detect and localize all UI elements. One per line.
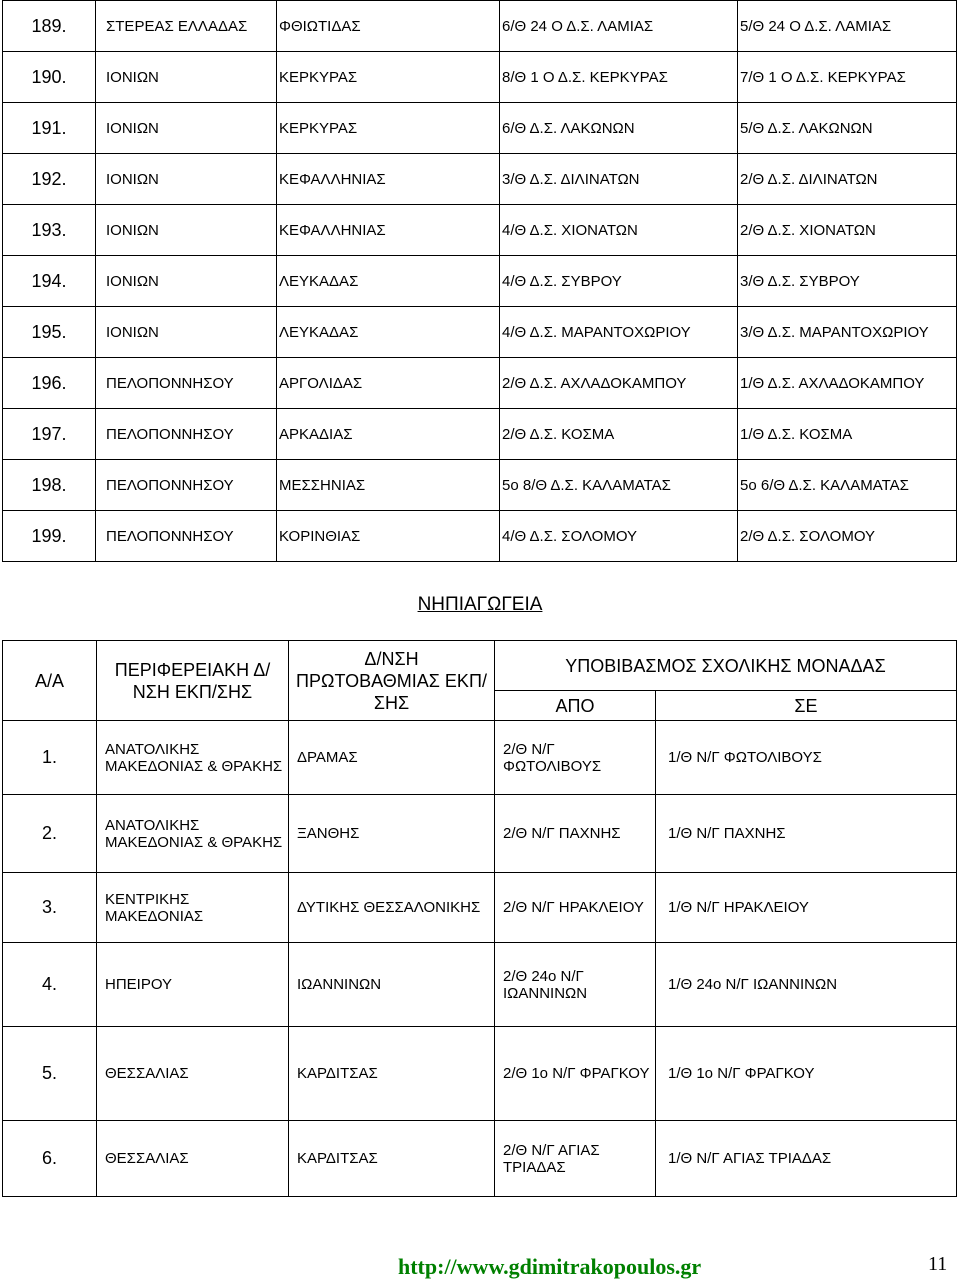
region-cell: ΙΟΝΙΩΝ: [96, 256, 277, 307]
page-number: 11: [928, 1253, 948, 1275]
row-number: 198.: [3, 460, 96, 511]
table-row: [3, 511, 957, 562]
table-row: [3, 1121, 957, 1197]
prefecture-cell: ΑΡΓΟΛΙΔΑΣ: [277, 358, 500, 409]
to-cell: 3/Θ Δ.Σ. ΣΥΒΡΟΥ: [738, 256, 957, 307]
directorate-cell: ΚΑΡΔΙΤΣΑΣ: [289, 1121, 495, 1197]
to-cell: 3/Θ Δ.Σ. ΜΑΡΑΝΤΟΧΩΡΙΟΥ: [738, 307, 957, 358]
region-cell: ΘΕΣΣΑΛΙΑΣ: [97, 1027, 289, 1121]
prefecture-cell: ΦΘΙΩΤΙΔΑΣ: [277, 1, 500, 52]
transfers-table: [2, 0, 957, 562]
to-cell: 5/Θ 24 Ο Δ.Σ. ΛΑΜΙΑΣ: [738, 1, 957, 52]
to-cell: 1/Θ Ν/Γ ΦΩΤΟΛΙΒΟΥΣ: [656, 721, 957, 795]
table-row: [3, 358, 957, 409]
prefecture-cell: ΚΟΡΙΝΘΙΑΣ: [277, 511, 500, 562]
header-to: ΣΕ: [656, 691, 957, 721]
to-cell: 1/Θ 24ο Ν/Γ ΙΩΑΝΝΙΝΩΝ: [656, 943, 957, 1027]
region-cell: ΑΝΑΤΟΛΙΚΗΣ ΜΑΚΕΔΟΝΙΑΣ & ΘΡΑΚΗΣ: [97, 721, 289, 795]
to-cell: 5ο 6/Θ Δ.Σ. ΚΑΛΑΜΑΤΑΣ: [738, 460, 957, 511]
to-cell: 5/Θ Δ.Σ. ΛΑΚΩΝΩΝ: [738, 103, 957, 154]
table-row: [3, 1027, 957, 1121]
region-cell: ΠΕΛΟΠΟΝΝΗΣΟΥ: [96, 460, 277, 511]
table-row: [3, 460, 957, 511]
table-row: [3, 721, 957, 795]
row-number: 197.: [3, 409, 96, 460]
region-cell: ΙΟΝΙΩΝ: [96, 154, 277, 205]
row-number: 4.: [3, 943, 97, 1027]
header-aa: Α/Α: [3, 641, 97, 721]
row-number: 192.: [3, 154, 96, 205]
to-cell: 1/Θ Δ.Σ. ΚΟΣΜΑ: [738, 409, 957, 460]
region-cell: ΠΕΛΟΠΟΝΝΗΣΟΥ: [96, 358, 277, 409]
region-cell: ΠΕΛΟΠΟΝΝΗΣΟΥ: [96, 409, 277, 460]
region-cell: ΙΟΝΙΩΝ: [96, 307, 277, 358]
header-downgrade: ΥΠΟΒΙΒΑΣΜΟΣ ΣΧΟΛΙΚΗΣ ΜΟΝΑΔΑΣ: [495, 641, 957, 691]
region-cell: ΑΝΑΤΟΛΙΚΗΣ ΜΑΚΕΔΟΝΙΑΣ & ΘΡΑΚΗΣ: [97, 795, 289, 873]
table-row: [3, 154, 957, 205]
from-cell: 8/Θ 1 Ο Δ.Σ. ΚΕΡΚΥΡΑΣ: [500, 52, 738, 103]
section-title: ΝΗΠΙΑΓΩΓΕΙΑ: [417, 594, 543, 615]
from-cell: 4/Θ Δ.Σ. ΜΑΡΑΝΤΟΧΩΡΙΟΥ: [500, 307, 738, 358]
table-row: [3, 52, 957, 103]
directorate-cell: ΔΥΤΙΚΗΣ ΘΕΣΣΑΛΟΝΙΚΗΣ: [289, 873, 495, 943]
prefecture-cell: ΑΡΚΑΔΙΑΣ: [277, 409, 500, 460]
region-cell: ΙΟΝΙΩΝ: [96, 103, 277, 154]
row-number: 3.: [3, 873, 97, 943]
table-row: [3, 409, 957, 460]
from-cell: 2/Θ Ν/Γ ΠΑΧΝΗΣ: [495, 795, 656, 873]
to-cell: 2/Θ Δ.Σ. ΔΙΛΙΝΑΤΩΝ: [738, 154, 957, 205]
from-cell: 2/Θ Ν/Γ ΦΩΤΟΛΙΒΟΥΣ: [495, 721, 656, 795]
row-number: 199.: [3, 511, 96, 562]
footer-url[interactable]: http://www.gdimitrakopoulos.gr: [398, 1254, 702, 1279]
to-cell: 1/Θ Ν/Γ ΠΑΧΝΗΣ: [656, 795, 957, 873]
to-cell: 1/Θ Ν/Γ ΑΓΙΑΣ ΤΡΙΑΔΑΣ: [656, 1121, 957, 1197]
header-region: ΠΕΡΙΦΕΡΕΙΑΚΗ Δ/ΝΣΗ ΕΚΠ/ΣΗΣ: [97, 641, 289, 721]
directorate-cell: ΚΑΡΔΙΤΣΑΣ: [289, 1027, 495, 1121]
region-cell: ΘΕΣΣΑΛΙΑΣ: [97, 1121, 289, 1197]
from-cell: 2/Θ Ν/Γ ΑΓΙΑΣ ΤΡΙΑΔΑΣ: [495, 1121, 656, 1197]
table-row: [3, 205, 957, 256]
table-row: [3, 256, 957, 307]
prefecture-cell: ΛΕΥΚΑΔΑΣ: [277, 307, 500, 358]
from-cell: 5ο 8/Θ Δ.Σ. ΚΑΛΑΜΑΤΑΣ: [500, 460, 738, 511]
from-cell: 2/Θ Ν/Γ ΗΡΑΚΛΕΙΟΥ: [495, 873, 656, 943]
region-cell: ΙΟΝΙΩΝ: [96, 52, 277, 103]
from-cell: 2/Θ Δ.Σ. ΑΧΛΑΔΟΚΑΜΠΟΥ: [500, 358, 738, 409]
directorate-cell: ΔΡΑΜΑΣ: [289, 721, 495, 795]
table-row: [3, 873, 957, 943]
table-row: [3, 307, 957, 358]
row-number: 1.: [3, 721, 97, 795]
to-cell: 2/Θ Δ.Σ. ΧΙΟΝΑΤΩΝ: [738, 205, 957, 256]
row-number: 6.: [3, 1121, 97, 1197]
to-cell: 2/Θ Δ.Σ. ΣΟΛΟΜΟΥ: [738, 511, 957, 562]
from-cell: 2/Θ 24ο Ν/Γ ΙΩΑΝΝΙΝΩΝ: [495, 943, 656, 1027]
header-from: ΑΠΟ: [495, 691, 656, 721]
row-number: 194.: [3, 256, 96, 307]
region-cell: ΠΕΛΟΠΟΝΝΗΣΟΥ: [96, 511, 277, 562]
directorate-cell: ΞΑΝΘΗΣ: [289, 795, 495, 873]
region-cell: ΚΕΝΤΡΙΚΗΣ ΜΑΚΕΔΟΝΙΑΣ: [97, 873, 289, 943]
table-row: [3, 103, 957, 154]
row-number: 196.: [3, 358, 96, 409]
prefecture-cell: ΚΕΦΑΛΛΗΝΙΑΣ: [277, 154, 500, 205]
table-row: [3, 1, 957, 52]
from-cell: 4/Θ Δ.Σ. ΣΟΛΟΜΟΥ: [500, 511, 738, 562]
to-cell: 1/Θ 1ο Ν/Γ ΦΡΑΓΚΟΥ: [656, 1027, 957, 1121]
from-cell: 6/Θ Δ.Σ. ΛΑΚΩΝΩΝ: [500, 103, 738, 154]
region-cell: ΙΟΝΙΩΝ: [96, 205, 277, 256]
row-number: 195.: [3, 307, 96, 358]
to-cell: 1/Θ Ν/Γ ΗΡΑΚΛΕΙΟΥ: [656, 873, 957, 943]
from-cell: 3/Θ Δ.Σ. ΔΙΛΙΝΑΤΩΝ: [500, 154, 738, 205]
prefecture-cell: ΜΕΣΣΗΝΙΑΣ: [277, 460, 500, 511]
row-number: 189.: [3, 1, 96, 52]
to-cell: 7/Θ 1 Ο Δ.Σ. ΚΕΡΚΥΡΑΣ: [738, 52, 957, 103]
region-cell: ΣΤΕΡΕΑΣ ΕΛΛΑΔΑΣ: [96, 1, 277, 52]
row-number: 190.: [3, 52, 96, 103]
row-number: 5.: [3, 1027, 97, 1121]
table-row: [3, 795, 957, 873]
prefecture-cell: ΚΕΡΚΥΡΑΣ: [277, 52, 500, 103]
row-number: 2.: [3, 795, 97, 873]
prefecture-cell: ΚΕΦΑΛΛΗΝΙΑΣ: [277, 205, 500, 256]
region-cell: ΗΠΕΙΡΟΥ: [97, 943, 289, 1027]
from-cell: 4/Θ Δ.Σ. ΣΥΒΡΟΥ: [500, 256, 738, 307]
to-cell: 1/Θ Δ.Σ. ΑΧΛΑΔΟΚΑΜΠΟΥ: [738, 358, 957, 409]
from-cell: 2/Θ Δ.Σ. ΚΟΣΜΑ: [500, 409, 738, 460]
row-number: 193.: [3, 205, 96, 256]
row-number: 191.: [3, 103, 96, 154]
table-row: [3, 943, 957, 1027]
prefecture-cell: ΚΕΡΚΥΡΑΣ: [277, 103, 500, 154]
prefecture-cell: ΛΕΥΚΑΔΑΣ: [277, 256, 500, 307]
from-cell: 6/Θ 24 Ο Δ.Σ. ΛΑΜΙΑΣ: [500, 1, 738, 52]
from-cell: 4/Θ Δ.Σ. ΧΙΟΝΑΤΩΝ: [500, 205, 738, 256]
header-directorate: Δ/ΝΣΗ ΠΡΩΤΟΒΑΘΜΙΑΣ ΕΚΠ/ΣΗΣ: [289, 641, 495, 721]
kindergarten-table: [2, 640, 957, 1197]
directorate-cell: ΙΩΑΝΝΙΝΩΝ: [289, 943, 495, 1027]
from-cell: 2/Θ 1ο Ν/Γ ΦΡΑΓΚΟΥ: [495, 1027, 656, 1121]
